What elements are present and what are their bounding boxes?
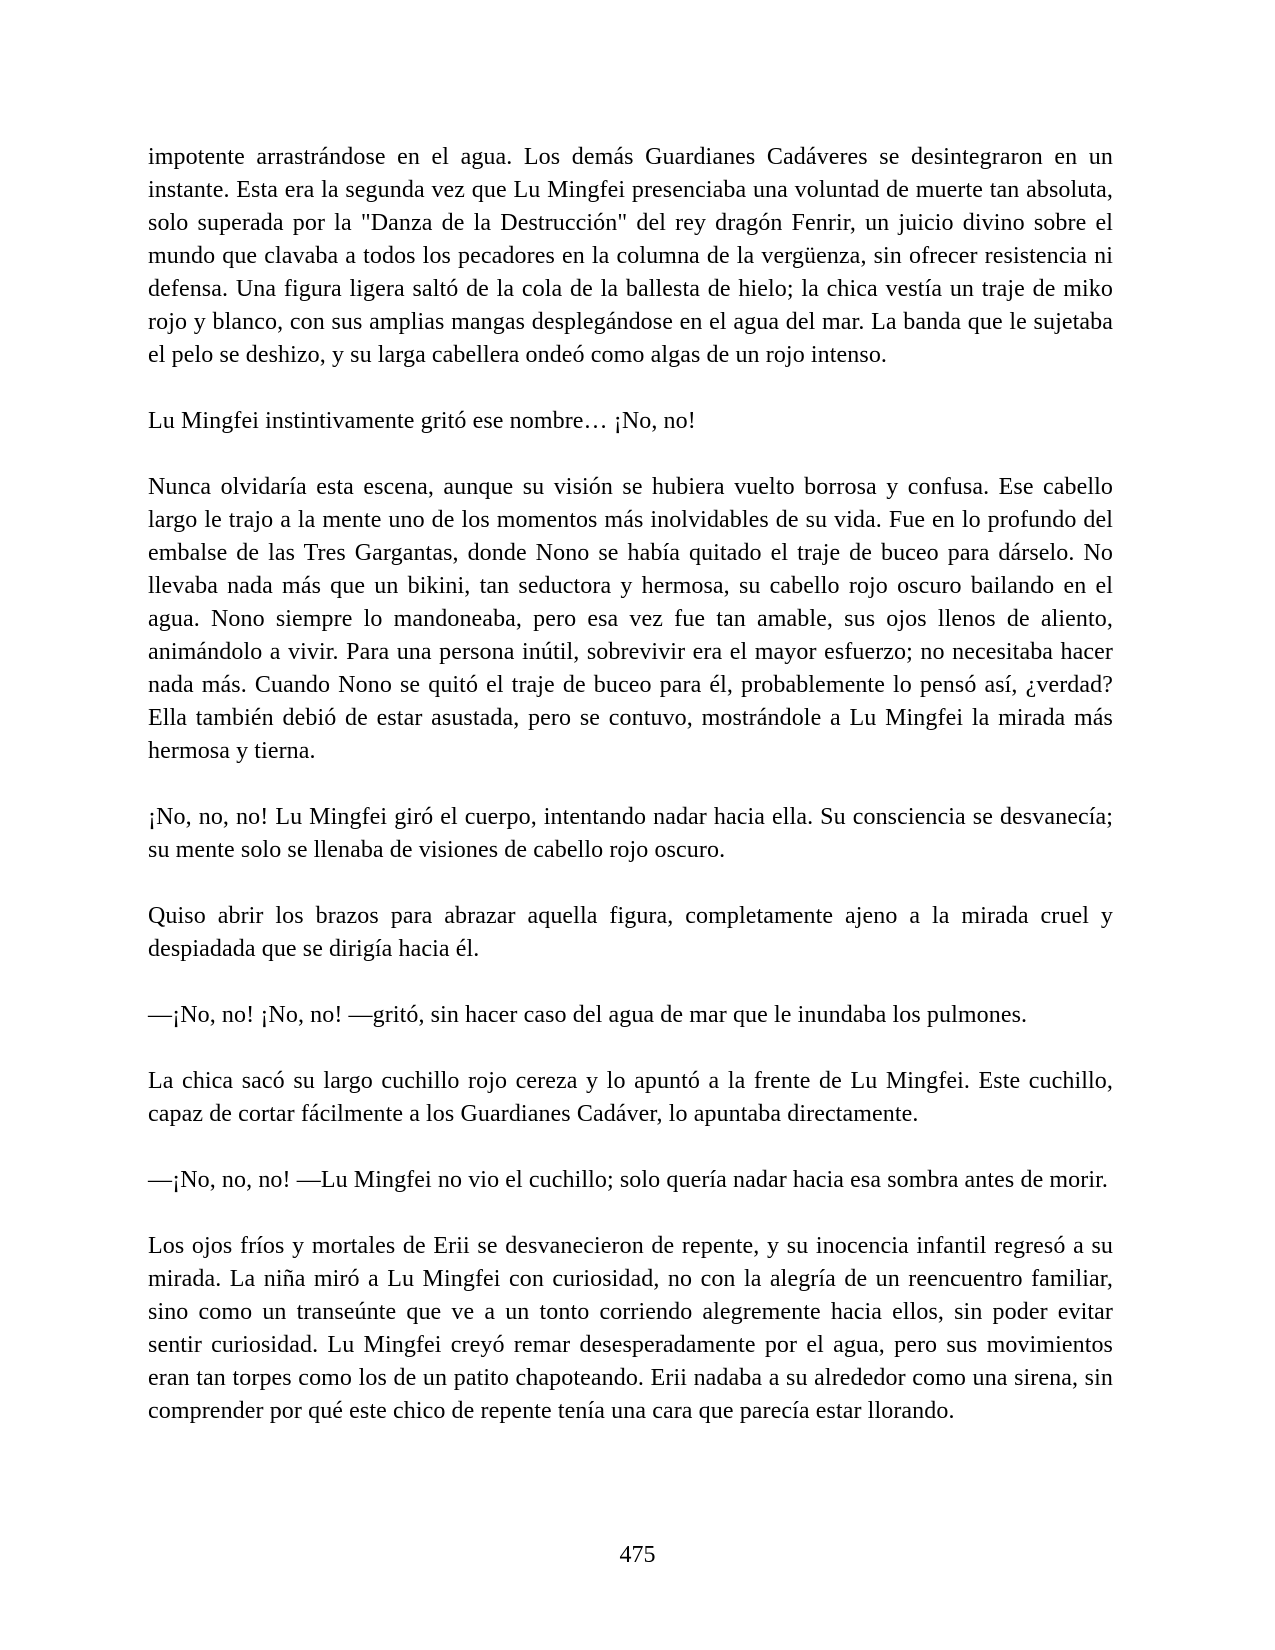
paragraph: La chica sacó su largo cuchillo rojo cereza y lo apuntó a la frente de Lu Mingfei. Este cuchillo, capaz de cortar fácilmente a los Guardianes Cadáver, lo apuntaba directamente. bbox=[148, 1068, 1113, 1127]
paragraph: —¡No, no, no! —Lu Mingfei no vio el cuchillo; solo quería nadar hacia esa sombra antes de morir. bbox=[148, 1167, 1109, 1193]
paragraph: —¡No, no! ¡No, no! —gritó, sin hacer caso del agua de mar que le inundaba los pulmones. bbox=[148, 1002, 1028, 1028]
paragraph: Lu Mingfei instintivamente gritó ese nombre… ¡No, no! bbox=[148, 408, 696, 434]
paragraph: impotente arrastrándose en el agua. Los demás Guardianes Cadáveres se desintegraron en un instante. Esta era la segunda vez que Lu Mingfei presenciaba una voluntad de muerte tan absoluta, solo superada por la "Danza de la Destrucción" del rey dragón Fenrir, un juicio divino sobre el mundo que clavaba a todos los pecadores en la columna de la vergüenza, sin ofrecer resistencia ni defensa. Una figura ligera saltó de la cola de la ballesta de hielo; la chica vestía un traje de miko rojo y blanco, con sus amplias mangas desplegándose en el agua del mar. La banda que le sujetaba el pelo se deshizo, y su larga cabellera ondeó como algas de un rojo intenso. bbox=[148, 144, 1113, 368]
paragraph: Nunca olvidaría esta escena, aunque su visión se hubiera vuelto borrosa y confusa. Ese cabello largo le trajo a la mente uno de los momentos más inolvidables de su vida. Fue en lo profundo del embalse de las Tres Gargantas, donde Nono se había quitado el traje de buceo para dárselo. No llevaba nada más que un bikini, tan seductora y hermosa, su cabello rojo oscuro bailando en el agua. Nono siempre lo mandoneaba, pero esa vez fue tan amable, sus ojos llenos de aliento, animándolo a vivir. Para una persona inútil, sobrevivir era el mayor esfuerzo; no necesitaba hacer nada más. Cuando Nono se quitó el traje de buceo para él, probablemente lo pensó así, ¿verdad? Ella también debió de estar asustada, pero se contuvo, mostrándole a Lu Mingfei la mirada más hermosa y tierna. bbox=[148, 474, 1113, 764]
page-content bbox=[148, 141, 1113, 1428]
page-footer bbox=[0, 1541, 1275, 1569]
paragraph: ¡No, no, no! Lu Mingfei giró el cuerpo, intentando nadar hacia ella. Su consciencia se desvanecía; su mente solo se llenaba de visiones de cabello rojo oscuro. bbox=[148, 804, 1113, 863]
paragraph: Los ojos fríos y mortales de Erii se desvanecieron de repente, y su inocencia infantil regresó a su mirada. La niña miró a Lu Mingfei con curiosidad, no con la alegría de un reencuentro familiar, sino como un transeúnte que ve a un tonto corriendo alegremente hacia ellos, sin poder evitar sentir curiosidad. Lu Mingfei creyó remar desesperadamente por el agua, pero sus movimientos eran tan torpes como los de un patito chapoteando. Erii nadaba a su alrededor como una sirena, sin comprender por qué este chico de repente tenía una cara que parecía estar llorando. bbox=[148, 1233, 1113, 1424]
paragraph: Quiso abrir los brazos para abrazar aquella figura, completamente ajeno a la mirada cruel y despiadada que se dirigía hacia él. bbox=[148, 903, 1113, 962]
page-number: 475 bbox=[619, 1542, 656, 1568]
